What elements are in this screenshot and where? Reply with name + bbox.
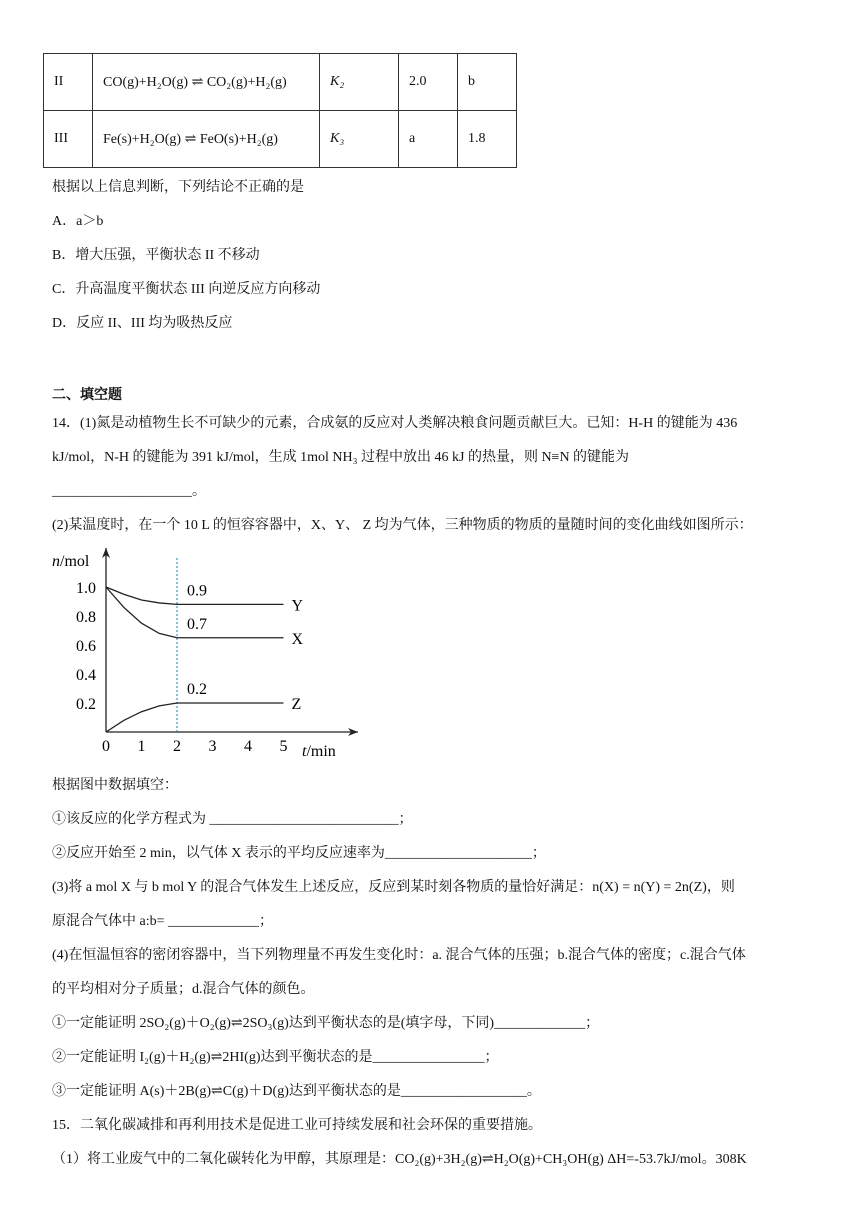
value-label-z: 0.2 xyxy=(187,681,207,698)
y-tick-label: 0.2 xyxy=(76,696,96,713)
value-label-x: 0.7 xyxy=(187,615,207,633)
value-label-y: 0.9 xyxy=(187,582,207,600)
y-tick-label: 0.6 xyxy=(76,638,96,655)
x-tick-label: 2 xyxy=(173,738,181,755)
option-d: D．反应 II、III 均为吸热反应 xyxy=(52,316,233,331)
q14-p4-1: ①一定能证明 2SO₂(g)＋O₂(g)⇌2SO₃(g)达到平衡状态的是(填字母，下同)_____________； xyxy=(52,1016,600,1031)
x-axis-label: t/min xyxy=(302,743,336,760)
reaction: Fe(s)+H₂O(g) ⇌ FeO(s)+H₂(g) xyxy=(93,111,320,168)
series-line-z xyxy=(106,703,284,732)
value-2: 1.8 xyxy=(458,111,517,168)
q14-s1: ①该反应的化学方程式为 ___________________________； xyxy=(52,812,413,827)
series-name-x: X xyxy=(291,630,304,648)
q14-p1-line1: 14．(1)氮是动植物生长不可缺少的元素，合成氨的反应对人类解决粮食问题贡献巨大。已知：H-H 的键能为 436 xyxy=(52,416,738,431)
value-1: 2.0 xyxy=(399,54,458,111)
q14-p1-line2: kJ/mol，N-H 的键能为 391 kJ/mol，生成 1mol NH₃ 过程中放出 46 kJ 的热量，则 N≡N 的键能为 xyxy=(52,450,630,465)
k-constant: K₃ xyxy=(320,111,399,168)
x-tick-label: 5 xyxy=(279,738,288,755)
value-1: a xyxy=(399,111,458,168)
q14-p3-line2: 原混合气体中 a:b= _____________； xyxy=(52,914,273,929)
row-no: II xyxy=(44,54,93,111)
y-tick-label: 1.0 xyxy=(76,580,96,597)
fill-intro: 根据图中数据填空： xyxy=(52,778,178,793)
series-name-z: Z xyxy=(291,696,302,713)
q15-line2: （1）将工业废气中的二氧化碳转化为甲醇，其原理是：CO₂(g)+3H₂(g)⇌H₂O(g)+CH₃OH(g) ΔH=-53.7kJ/mol。308K xyxy=(52,1152,747,1167)
q14-p4-2: ②一定能证明 I₂(g)＋H₂(g)⇌2HI(g)达到平衡状态的是________________； xyxy=(52,1050,499,1065)
k-constant: K₂ xyxy=(320,54,399,111)
x-tick-label: 1 xyxy=(137,738,146,755)
table-row xyxy=(44,111,517,168)
q14-p3-line1: (3)将 a mol X 与 b mol Y 的混合气体发生上述反应，反应到某时刻各物质的量恰好满足：n(X) = n(Y) = 2n(Z)，则 xyxy=(52,880,735,895)
x-tick-label: 0 xyxy=(102,738,110,755)
section-title: 二、填空题 xyxy=(52,388,122,403)
reaction: CO(g)+H₂O(g) ⇌ CO₂(g)+H₂(g) xyxy=(93,54,320,111)
amount-time-chart xyxy=(44,540,374,765)
q14-p2: (2)某温度时，在一个 10 L 的恒容容器中，X、Y、 Z 均为气体，三种物质的物质的量随时间的变化曲线如图所示： xyxy=(52,518,753,533)
option-c: C．升高温度平衡状态 III 向逆反应方向移动 xyxy=(52,282,321,297)
option-a: A．a＞b xyxy=(52,214,104,229)
value-2: b xyxy=(458,54,517,111)
q14-s2: ②反应开始至 2 min，以气体 X 表示的平均反应速率为_____________________； xyxy=(52,846,546,861)
option-b: B．增大压强，平衡状态 II 不移动 xyxy=(52,248,260,263)
q13-stem: 根据以上信息判断，下列结论不正确的是 xyxy=(52,180,304,195)
y-tick-label: 0.4 xyxy=(76,667,96,684)
x-tick-label: 4 xyxy=(244,738,252,755)
series-name-y: Y xyxy=(291,597,304,615)
q14-p4-3: ③一定能证明 A(s)＋2B(g)⇌C(g)＋D(g)达到平衡状态的是__________________。 xyxy=(52,1084,541,1099)
row-no: III xyxy=(44,111,93,168)
equilibrium-table xyxy=(43,53,517,168)
q15-line1: 15．二氧化碳减排和再利用技术是促进工业可持续发展和社会环保的重要措施。 xyxy=(52,1118,542,1133)
q14-p4-line1: (4)在恒温恒容的密闭容器中，当下列物理量不再发生变化时：a. 混合气体的压强；b.混合气体的密度；c.混合气体 xyxy=(52,948,746,963)
y-axis-label: n/mol xyxy=(52,553,90,570)
q14-p1-line3: ____________________。 xyxy=(52,484,206,499)
table-row xyxy=(44,54,517,111)
x-tick-label: 3 xyxy=(208,738,217,755)
q14-p4-line2: 的平均相对分子质量；d.混合气体的颜色。 xyxy=(52,982,315,997)
y-tick-label: 0.8 xyxy=(76,609,96,626)
